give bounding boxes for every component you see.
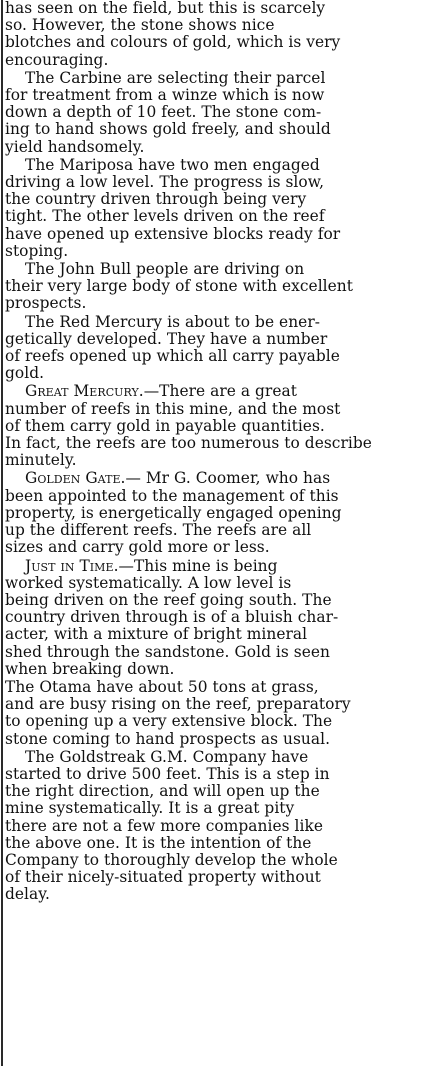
- article-body: [5, 0, 437, 904]
- section-heading-golden-gate: Golden Gate.: [25, 469, 126, 488]
- paragraph-carbine: The Carbine are selecting their parcel for treatment from a winze which is now down a depth of 10 feet. The stone com- ing to hand shows gold freely, and should yield handsomely.: [5, 68, 331, 156]
- section-heading-just-in-time: Just in Time.: [25, 556, 119, 575]
- paragraph-red-mercury: The Red Mercury is about to be ener- getically developed. They have a number of reefs opened up which all carry payable gold.: [5, 312, 340, 383]
- paragraph-golden-gate: [5, 470, 437, 556]
- paragraph-great-mercury: [5, 383, 437, 469]
- section-heading-great-mercury: Great Mercury.: [25, 382, 144, 401]
- paragraph-just-in-time-text: —This mine is being worked systematically. A low level is being driven on the reef going south. The country driven through is of a bluish char- acter, with a mixture of bright mineral shed through the sandstone. Gold is seen when breaking down.: [5, 556, 339, 678]
- paragraph-golden-gate-text: — Mr G. Coomer, who has been appointed to the management of this property, is energetically engaged opening up the different reefs. The reefs are all sizes and carry gold more or less.: [5, 469, 342, 557]
- paragraph-otama: The Otama have about 50 tons at grass, and are busy rising on the reef, preparatory to opening up a very extensive block. The stone coming to hand prospects as usual.: [5, 677, 351, 748]
- paragraph-john-bull: The John Bull people are driving on their very large body of stone with excellent prospects.: [5, 260, 354, 313]
- paragraph-goldstreak: The Goldstreak G.M. Company have started to drive 500 feet. This is a step in the right direction, and will open up the mine systematically. It is a great pity there are not a few more companies like the above one. It is the intention of the Company to thoroughly develop the whole of their nicely-situated property without delay.: [5, 747, 338, 904]
- paragraph-great-mercury-text: —There are a great number of reefs in this mine, and the most of them carry gold in payable quantities. In fact, the reefs are too numerous to describe minutely.: [5, 382, 372, 470]
- column-rule: [1, 0, 3, 1066]
- paragraph-mariposa: The Mariposa have two men engaged driving a low level. The progress is slow, the country driven through being very tight. The other levels driven on the reef have opened up extensive blocks ready for stoping.: [5, 155, 341, 260]
- paragraph-just-in-time: [5, 558, 437, 678]
- paragraph-continuation: has seen on the field, but this is scarcely so. However, the stone shows nice blotches and colours of gold, which is very encouraging.: [5, 0, 341, 69]
